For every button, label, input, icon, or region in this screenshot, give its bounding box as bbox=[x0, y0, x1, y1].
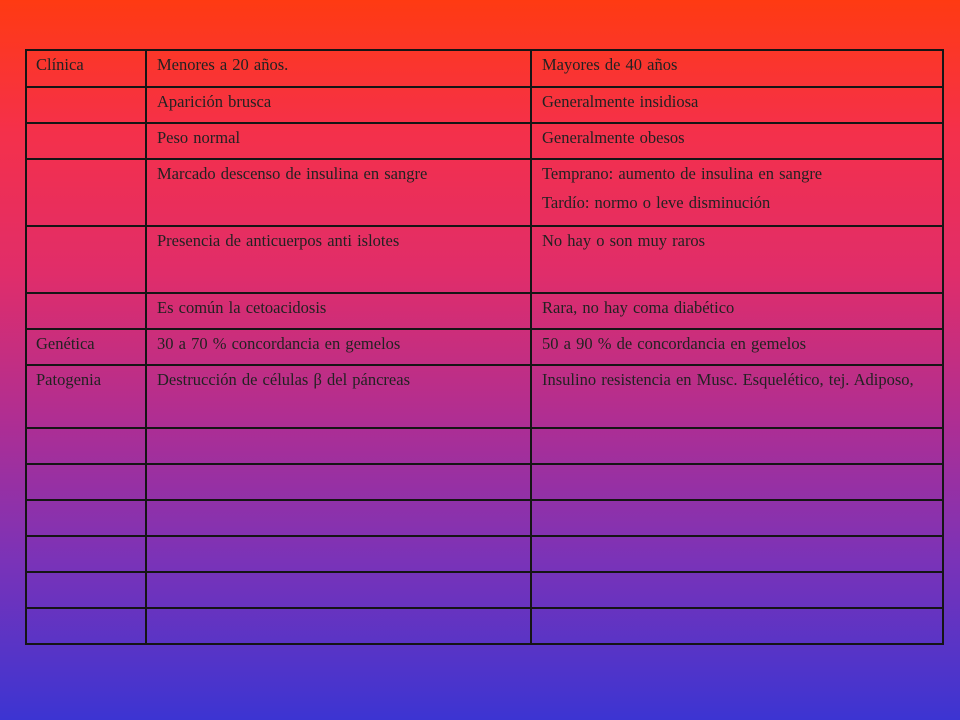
table-row bbox=[26, 293, 943, 329]
empty-cell bbox=[26, 536, 146, 572]
empty-table-row bbox=[26, 608, 943, 644]
type2-late-text: Tardío: normo o leve disminución bbox=[542, 193, 771, 212]
type2-cell: Mayores de 40 años bbox=[531, 50, 943, 87]
empty-table-row bbox=[26, 536, 943, 572]
empty-cell bbox=[146, 572, 531, 608]
row-label-cell bbox=[26, 293, 146, 329]
type1-cell: 30 a 70 % concordancia en gemelos bbox=[146, 329, 531, 365]
table-row bbox=[26, 365, 943, 428]
empty-cell bbox=[146, 536, 531, 572]
row-label-cell bbox=[26, 87, 146, 123]
table-row bbox=[26, 226, 943, 293]
row-label-cell bbox=[26, 123, 146, 159]
empty-cell bbox=[531, 500, 943, 536]
row-label-cell: Genética bbox=[26, 329, 146, 365]
empty-table-row bbox=[26, 464, 943, 500]
empty-cell bbox=[26, 428, 146, 464]
type2-cell bbox=[531, 159, 943, 226]
row-label-cell bbox=[26, 159, 146, 226]
empty-cell bbox=[26, 500, 146, 536]
type1-cell: Peso normal bbox=[146, 123, 531, 159]
empty-cell bbox=[531, 572, 943, 608]
empty-cell bbox=[26, 572, 146, 608]
table-row bbox=[26, 123, 943, 159]
table-row bbox=[26, 50, 943, 87]
type2-early-text: Temprano: aumento de insulina en sangre bbox=[542, 164, 823, 183]
type2-cell: 50 a 90 % de concordancia en gemelos bbox=[531, 329, 943, 365]
type1-cell: Aparición brusca bbox=[146, 87, 531, 123]
type2-cell: Generalmente insidiosa bbox=[531, 87, 943, 123]
type2-cell: Generalmente obesos bbox=[531, 123, 943, 159]
type1-cell: Menores a 20 años. bbox=[146, 50, 531, 87]
empty-cell bbox=[531, 608, 943, 644]
empty-cell bbox=[531, 536, 943, 572]
empty-cell bbox=[531, 464, 943, 500]
empty-table-row bbox=[26, 572, 943, 608]
type1-cell: Es común la cetoacidosis bbox=[146, 293, 531, 329]
type2-cell: Insulino resistencia en Musc. Esquelético, tej. Adiposo, bbox=[531, 365, 943, 428]
empty-cell bbox=[146, 500, 531, 536]
table-row bbox=[26, 329, 943, 365]
row-label-cell: Clínica bbox=[26, 50, 146, 87]
empty-table-row bbox=[26, 500, 943, 536]
empty-cell bbox=[26, 608, 146, 644]
type1-cell: Destrucción de células β del páncreas bbox=[146, 365, 531, 428]
table-row bbox=[26, 159, 943, 226]
type1-cell: Marcado descenso de insulina en sangre bbox=[146, 159, 531, 226]
empty-cell bbox=[146, 428, 531, 464]
empty-cell bbox=[26, 464, 146, 500]
type2-cell: Rara, no hay coma diabético bbox=[531, 293, 943, 329]
type2-cell: No hay o son muy raros bbox=[531, 226, 943, 293]
table-row bbox=[26, 87, 943, 123]
empty-cell bbox=[531, 428, 943, 464]
row-label-cell bbox=[26, 226, 146, 293]
empty-table-row bbox=[26, 428, 943, 464]
empty-cell bbox=[146, 464, 531, 500]
diabetes-comparison-table bbox=[25, 49, 944, 645]
empty-cell bbox=[146, 608, 531, 644]
row-label-cell: Patogenia bbox=[26, 365, 146, 428]
type1-cell: Presencia de anticuerpos anti islotes bbox=[146, 226, 531, 293]
